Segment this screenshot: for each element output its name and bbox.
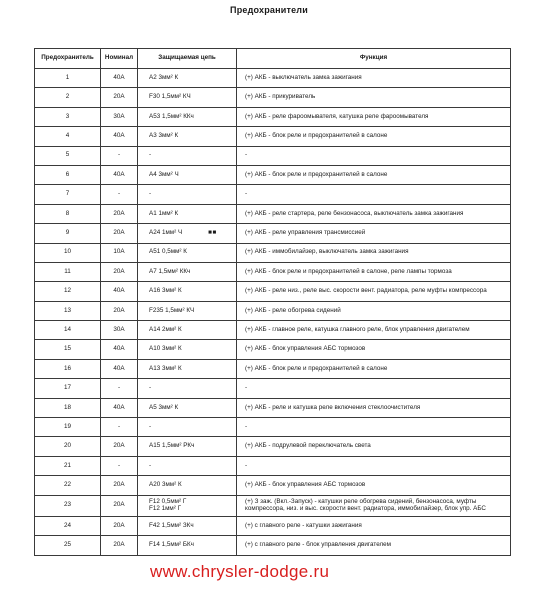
circuit-cell bbox=[138, 185, 237, 204]
fuse-number-cell: 14 bbox=[35, 321, 101, 340]
fuse-rating-cell: 40A bbox=[101, 127, 138, 146]
circuit-cell bbox=[138, 146, 237, 165]
table-row bbox=[35, 224, 511, 243]
function-cell bbox=[237, 398, 511, 417]
fuse-number-cell: 2 bbox=[35, 88, 101, 107]
table-row bbox=[35, 165, 511, 184]
function-cell bbox=[237, 204, 511, 223]
circuit-cell bbox=[138, 69, 237, 88]
function-text: (+) АКБ - реле обогрева сидений bbox=[245, 306, 341, 314]
fuse-number-cell: 3 bbox=[35, 107, 101, 126]
circuit-cell bbox=[138, 204, 237, 223]
fuse-number-cell: 1 bbox=[35, 69, 101, 88]
table-row bbox=[35, 301, 511, 320]
circuit-text: A4 3мм² Ч bbox=[149, 170, 179, 178]
circuit-text: A13 3мм² К bbox=[149, 364, 182, 372]
table-row bbox=[35, 204, 511, 223]
function-text: (+) АКБ - реле и катушка реле включения стеклоочистителя bbox=[245, 403, 421, 411]
table-row bbox=[35, 437, 511, 456]
fuse-rating-cell: 40A bbox=[101, 398, 138, 417]
table-row bbox=[35, 321, 511, 340]
function-text: (+) АКБ - реле управления трансмиссией bbox=[245, 229, 366, 237]
fuse-number-cell: 10 bbox=[35, 243, 101, 262]
fuse-rating-cell: 40A bbox=[101, 359, 138, 378]
function-text: (+) АКБ - иммобилайзер, выключатель замка зажигания bbox=[245, 248, 409, 256]
function-cell bbox=[237, 301, 511, 320]
function-cell bbox=[237, 165, 511, 184]
function-cell bbox=[237, 437, 511, 456]
fuse-number-cell: 13 bbox=[35, 301, 101, 320]
circuit-text: A3 3мм² К bbox=[149, 132, 179, 140]
fuse-number-cell: 19 bbox=[35, 418, 101, 437]
function-cell bbox=[237, 536, 511, 555]
fuse-rating-cell: 40A bbox=[101, 340, 138, 359]
fuse-rating-cell: 20A bbox=[101, 476, 138, 495]
fuse-number-cell: 20 bbox=[35, 437, 101, 456]
circuit-mark: ■■ bbox=[208, 229, 217, 237]
table-row bbox=[35, 107, 511, 126]
function-text: (+) АКБ - блок управления АБС тормозов bbox=[245, 481, 366, 489]
fuse-rating-cell: 40A bbox=[101, 69, 138, 88]
function-text: - bbox=[245, 190, 248, 198]
fuse-rating-cell: - bbox=[101, 146, 138, 165]
circuit-text: A14 2мм² К bbox=[149, 325, 182, 333]
circuit-text: - bbox=[149, 151, 152, 159]
function-text: (+) АКБ - блок управления АБС тормозов bbox=[245, 345, 366, 353]
fuse-rating-cell: - bbox=[101, 185, 138, 204]
function-cell bbox=[237, 185, 511, 204]
fuse-rating-cell: 20A bbox=[101, 204, 138, 223]
circuit-text: F14 1,5мм² БКч bbox=[149, 541, 194, 549]
fuse-number-cell: 9 bbox=[35, 224, 101, 243]
function-cell bbox=[237, 516, 511, 535]
table-row bbox=[35, 359, 511, 378]
table-row bbox=[35, 262, 511, 281]
circuit-cell bbox=[138, 437, 237, 456]
function-text: (+) АКБ - прикуриватель bbox=[245, 93, 316, 101]
function-cell bbox=[237, 127, 511, 146]
circuit-cell bbox=[138, 224, 237, 243]
header-rating: Номинал bbox=[101, 49, 138, 69]
table-row bbox=[35, 476, 511, 495]
circuit-cell bbox=[138, 262, 237, 281]
circuit-text: - bbox=[149, 384, 152, 392]
circuit-text: A24 1мм² Ч bbox=[149, 229, 183, 237]
function-cell bbox=[237, 418, 511, 437]
fuse-number-cell: 8 bbox=[35, 204, 101, 223]
circuit-cell bbox=[138, 165, 237, 184]
circuit-text: A51 0,5мм² К bbox=[149, 248, 187, 256]
circuit-text: - bbox=[149, 461, 152, 469]
circuit-cell bbox=[138, 536, 237, 555]
fuse-number-cell: 16 bbox=[35, 359, 101, 378]
header-fuse: Предохранитель bbox=[35, 49, 101, 69]
circuit-cell bbox=[138, 418, 237, 437]
fuse-rating-cell: 40A bbox=[101, 165, 138, 184]
fuse-rating-cell: - bbox=[101, 456, 138, 475]
fuse-number-cell: 23 bbox=[35, 495, 101, 516]
fuse-rating-cell: 30A bbox=[101, 321, 138, 340]
function-text: (+) АКБ - блок реле и предохранителей в салоне, реле лампы тормоза bbox=[245, 267, 452, 275]
table-row bbox=[35, 88, 511, 107]
function-text: (+) АКБ - главное реле, катушка главного реле, блок управления двигателем bbox=[245, 325, 470, 333]
table-row bbox=[35, 69, 511, 88]
circuit-cell bbox=[138, 321, 237, 340]
function-cell bbox=[237, 379, 511, 398]
function-cell bbox=[237, 359, 511, 378]
circuit-cell bbox=[138, 243, 237, 262]
circuit-cell bbox=[138, 340, 237, 359]
table-body bbox=[35, 69, 511, 556]
function-text: (+) с главного реле - блок управления двигателем bbox=[245, 541, 391, 549]
function-text: (+) АКБ - блок реле и предохранителей в салоне bbox=[245, 132, 388, 140]
fuse-number-cell: 7 bbox=[35, 185, 101, 204]
function-cell bbox=[237, 243, 511, 262]
fuse-number-cell: 25 bbox=[35, 536, 101, 555]
table-row bbox=[35, 398, 511, 417]
table-row bbox=[35, 282, 511, 301]
function-text: (+) АКБ - реле стартера, реле бензонасоса, выключатель замка зажигания bbox=[245, 209, 464, 217]
circuit-text: A20 3мм² К bbox=[149, 481, 182, 489]
function-text: (+) АКБ - блок реле и предохранителей в салоне bbox=[245, 170, 388, 178]
fuse-rating-cell: 10A bbox=[101, 243, 138, 262]
circuit-cell bbox=[138, 379, 237, 398]
circuit-text: A53 1,5мм² ККч bbox=[149, 112, 194, 120]
table-row bbox=[35, 495, 511, 516]
function-text: (+) АКБ - подрулевой переключатель света bbox=[245, 442, 371, 450]
circuit-text: F235 1,5мм² КЧ bbox=[149, 306, 195, 314]
function-text: - bbox=[245, 151, 248, 159]
function-text: - bbox=[245, 461, 248, 469]
function-text: (+) АКБ - блок реле и предохранителей в салоне bbox=[245, 364, 388, 372]
header-function: Функция bbox=[237, 49, 511, 69]
function-text: компрессора, низ. и выс. скорости вент. радиатора, иммобилайзер, блок упр. АБС bbox=[245, 504, 486, 512]
function-cell bbox=[237, 69, 511, 88]
circuit-cell bbox=[138, 301, 237, 320]
circuit-cell bbox=[138, 107, 237, 126]
function-cell bbox=[237, 146, 511, 165]
fuse-rating-cell: 20A bbox=[101, 495, 138, 516]
fuse-rating-cell: 20A bbox=[101, 88, 138, 107]
function-text: (+) АКБ - выключатель замка зажигания bbox=[245, 73, 362, 81]
fuse-number-cell: 6 bbox=[35, 165, 101, 184]
watermark: www.chrysler-dodge.ru bbox=[150, 562, 330, 581]
circuit-text: A10 3мм² К bbox=[149, 345, 182, 353]
fuse-number-cell: 12 bbox=[35, 282, 101, 301]
function-cell bbox=[237, 107, 511, 126]
function-cell bbox=[237, 224, 511, 243]
fuse-number-cell: 15 bbox=[35, 340, 101, 359]
table-row bbox=[35, 536, 511, 555]
fuse-rating-cell: - bbox=[101, 379, 138, 398]
table-header-row bbox=[35, 49, 511, 69]
table-row bbox=[35, 243, 511, 262]
circuit-cell bbox=[138, 88, 237, 107]
function-cell bbox=[237, 321, 511, 340]
fuse-rating-cell: 30A bbox=[101, 107, 138, 126]
function-text: (+) АКБ - реле низ., реле выс. скорости вент. радиатора, реле муфты компрессора bbox=[245, 287, 487, 295]
table-row bbox=[35, 340, 511, 359]
circuit-cell bbox=[138, 516, 237, 535]
function-cell bbox=[237, 340, 511, 359]
circuit-cell bbox=[138, 359, 237, 378]
table-row bbox=[35, 146, 511, 165]
table-row bbox=[35, 127, 511, 146]
circuit-text: A16 3мм² К bbox=[149, 287, 182, 295]
fuse-number-cell: 17 bbox=[35, 379, 101, 398]
fuse-number-cell: 11 bbox=[35, 262, 101, 281]
fuse-rating-cell: 20A bbox=[101, 301, 138, 320]
header-circuit: Защищаемая цепь bbox=[138, 49, 237, 69]
circuit-text: F12 1мм² Г bbox=[149, 504, 182, 512]
fuse-number-cell: 24 bbox=[35, 516, 101, 535]
circuit-text: A1 1мм² К bbox=[149, 209, 179, 217]
circuit-text: F30 1,5мм² КЧ bbox=[149, 93, 191, 101]
function-cell bbox=[237, 88, 511, 107]
function-text: - bbox=[245, 422, 248, 430]
circuit-text: A2 3мм² К bbox=[149, 73, 179, 81]
circuit-text: A15 1,5мм² РКч bbox=[149, 442, 195, 450]
fuse-rating-cell: 20A bbox=[101, 224, 138, 243]
fuse-number-cell: 22 bbox=[35, 476, 101, 495]
table-row bbox=[35, 418, 511, 437]
fuse-rating-cell: 20A bbox=[101, 262, 138, 281]
fuse-number-cell: 5 bbox=[35, 146, 101, 165]
fuse-number-cell: 18 bbox=[35, 398, 101, 417]
fuse-rating-cell: 20A bbox=[101, 516, 138, 535]
fuse-number-cell: 21 bbox=[35, 456, 101, 475]
fuse-rating-cell: 20A bbox=[101, 536, 138, 555]
table-row bbox=[35, 185, 511, 204]
circuit-text: - bbox=[149, 190, 152, 198]
function-cell bbox=[237, 495, 511, 516]
circuit-text: F42 1,5мм² ЗКч bbox=[149, 521, 194, 529]
fuse-rating-cell: 20A bbox=[101, 437, 138, 456]
function-text: (+) АКБ - реле фароомывателя, катушка реле фароомывателя bbox=[245, 112, 429, 120]
function-cell bbox=[237, 456, 511, 475]
circuit-text: A7 1,5мм² ККч bbox=[149, 267, 191, 275]
table-row bbox=[35, 516, 511, 535]
circuit-cell bbox=[138, 282, 237, 301]
circuit-text: - bbox=[149, 422, 152, 430]
fuse-number-cell: 4 bbox=[35, 127, 101, 146]
circuit-text: F12 0,5мм² Г bbox=[149, 498, 187, 506]
circuit-cell bbox=[138, 476, 237, 495]
function-cell bbox=[237, 476, 511, 495]
function-text: - bbox=[245, 384, 248, 392]
function-text: (+) З заж. (Вкл.-Запуск) - катушки реле обогрева сидений, бензонасоса, муфты bbox=[245, 498, 477, 506]
fuse-rating-cell: 40A bbox=[101, 282, 138, 301]
circuit-cell bbox=[138, 398, 237, 417]
circuit-cell bbox=[138, 495, 237, 516]
function-text: (+) с главного реле - катушки зажигания bbox=[245, 521, 362, 529]
function-cell bbox=[237, 262, 511, 281]
table-row bbox=[35, 456, 511, 475]
page-title: Предохранители bbox=[230, 5, 308, 15]
fuse-rating-cell: - bbox=[101, 418, 138, 437]
circuit-text: A5 3мм² К bbox=[149, 403, 179, 411]
circuit-cell bbox=[138, 456, 237, 475]
function-cell bbox=[237, 282, 511, 301]
circuit-cell bbox=[138, 127, 237, 146]
fuse-table bbox=[34, 48, 511, 556]
table-row bbox=[35, 379, 511, 398]
